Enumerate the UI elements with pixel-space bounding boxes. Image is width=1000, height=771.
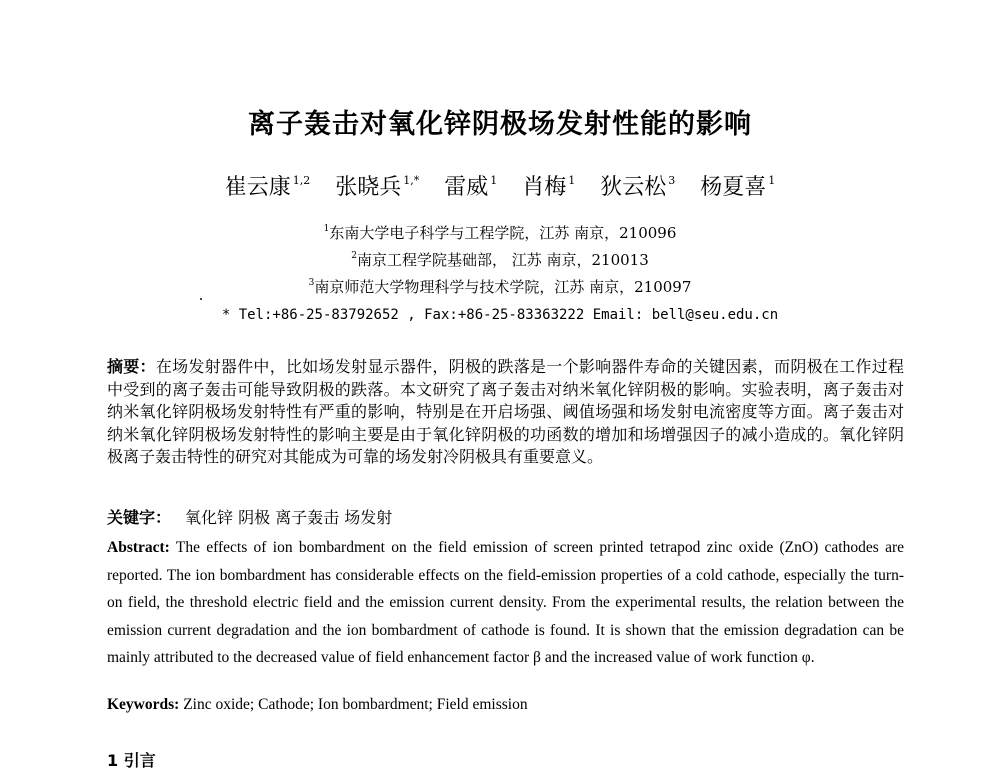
author-5 (600, 170, 675, 201)
section-heading-introduction: 1 引言 (107, 751, 156, 770)
author-affiliation-mark: 1 (568, 174, 576, 187)
affiliation-mark: 2 (351, 251, 357, 261)
english-abstract (107, 534, 904, 672)
chinese-abstract-text: 在场发射器件中，比如场发射显示器件，阴极的跌落是一个影响器件寿命的关键因素，而阴极在工作过程中受到的离子轰击可能导致阴极的跌落。本文研究了离子轰击对纳米氧化锌阴极的影响。实验表明，离子轰击对纳米氧化锌阴极场发射特性有严重的影响，特别是在开启场强、阈值场强和场发射电流密度等方面。离子轰击对纳米氧化锌阴极场发射特性的影响主要是由于氧化锌阴极的功函数的增加和场增强因子的减小造成的。氧化锌阴极离子轰击特性的研究对其能成为可靠的场发射冷阴极具有重要意义。 (107, 357, 904, 467)
author-name: 肖梅 (522, 175, 567, 200)
chinese-keywords (107, 505, 904, 528)
chinese-abstract-label: 摘要： (107, 357, 156, 376)
chinese-keywords-label: 关键字： (107, 508, 172, 527)
author-6 (700, 170, 775, 201)
author-2 (335, 170, 419, 201)
paper-title: 离子轰击对氧化锌阴极场发射性能的影响 (248, 109, 752, 140)
affiliation-3 (0, 276, 1000, 297)
author-affiliation-mark: 1 (490, 174, 498, 187)
affiliation-mark: 3 (308, 278, 315, 288)
author-affiliation-mark: 1,* (403, 174, 420, 187)
chinese-keywords-text: 氧化锌 阴极 离子轰击 场发射 (185, 508, 393, 527)
english-keywords-label: Keywords: (107, 696, 180, 713)
english-keywords (107, 696, 904, 714)
author-name: 雷威 (444, 175, 489, 200)
author-affiliation-mark: 3 (668, 174, 676, 187)
author-affiliation-mark: 1 (768, 174, 776, 187)
english-abstract-text: The effects of ion bombardment on the field emission of screen printed tetrapod zinc oxide (ZnO) cathodes are reported. The ion bombardment has considerable effects on the field-emission properties of a cold cathode, especially the turn-on field, the threshold electric field and the emission current density. From the experimental results, the relation between the emission current degradation and the ion bombardment of cathode is found. It is shown that the emission degradation can be mainly attributed to the decreased value of field enhancement factor β and the increased value of work function φ. (107, 539, 904, 666)
contact-info: * Tel:+86-25-83792652 , Fax:+86-25-83363222 Email: bell@seu.edu.cn (221, 307, 779, 323)
author-4 (522, 170, 575, 201)
author-3 (444, 170, 497, 201)
english-abstract-label: Abstract: (107, 539, 170, 556)
affiliation-text: 东南大学电子科学与工程学院，江苏 南京，210096 (329, 224, 677, 242)
scan-artifact-dot (200, 298, 202, 300)
author-1 (225, 170, 311, 201)
affiliation-2 (0, 249, 1000, 270)
english-keywords-text: Zinc oxide; Cathode; Ion bombardment; Field emission (183, 696, 528, 713)
chinese-abstract (107, 356, 904, 469)
affiliation-text: 南京师范大学物理科学与技术学院，江苏 南京，210097 (314, 278, 692, 296)
author-list (0, 170, 1000, 201)
author-affiliation-mark: 1,2 (292, 174, 311, 187)
author-name: 崔云康 (224, 175, 291, 200)
affiliation-mark: 1 (323, 224, 330, 234)
author-name: 狄云松 (600, 175, 667, 200)
author-name: 杨夏喜 (700, 175, 767, 200)
affiliation-text: 南京工程学院基础部， 江苏 南京，210013 (356, 251, 649, 269)
author-name: 张晓兵 (335, 175, 402, 200)
affiliation-1 (0, 222, 1000, 243)
